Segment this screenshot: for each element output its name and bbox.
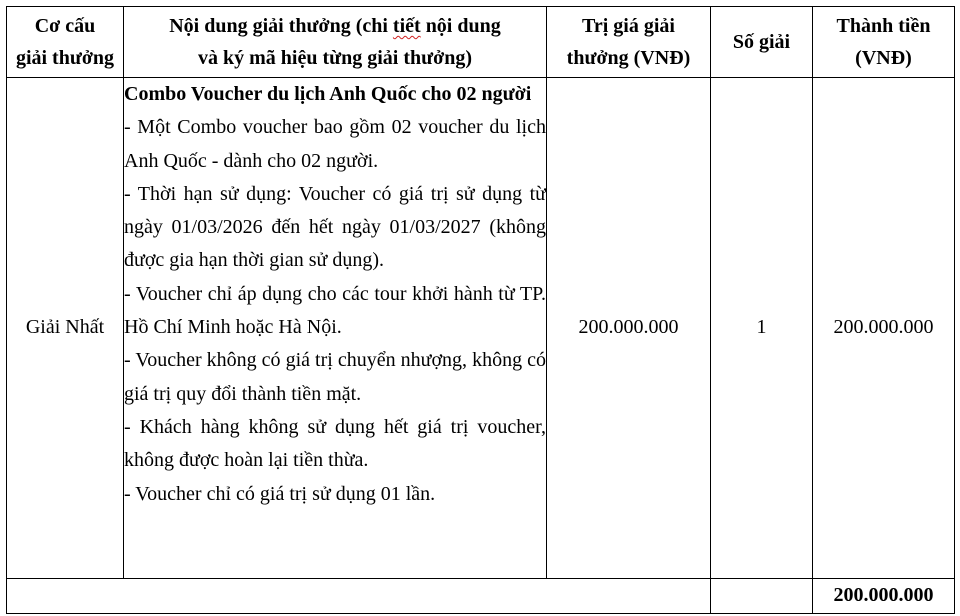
total-amount-cell: 200.000.000	[813, 579, 955, 614]
total-quantity-cell	[711, 579, 813, 614]
header-prize-content: Nội dung giải thưởng (chi tiết nội dung và ký mã hiệu từng giải thưởng)	[124, 7, 547, 78]
prize-value-cell: 200.000.000	[547, 78, 711, 579]
prize-title: Combo Voucher du lịch Anh Quốc cho 02 người	[124, 83, 532, 105]
prize-content-cell	[124, 78, 547, 579]
header-prize-tier: Cơ cấu giải thưởng	[7, 7, 124, 78]
prize-detail-line: - Một Combo voucher bao gồm 02 voucher du lịch Anh Quốc - dành cho 02 người.	[124, 116, 546, 172]
prize-detail-line: - Thời hạn sử dụng: Voucher có giá trị sử dụng từ ngày 01/03/2026 đến hết ngày 01/03/2027 (không được gia hạn thời gian sử dụng).	[124, 182, 546, 272]
prize-detail-line: - Khách hàng không sử dụng hết giá trị voucher, không được hoàn lại tiền thừa.	[124, 415, 546, 472]
header-amount: Thành tiền (VNĐ)	[813, 7, 955, 78]
header-prize-value: Trị giá giải thưởng (VNĐ)	[547, 7, 711, 78]
prize-structure-table	[6, 6, 955, 614]
table-row	[7, 78, 955, 579]
header-quantity: Số giải	[711, 7, 813, 78]
prize-detail-line: - Voucher chỉ áp dụng cho các tour khởi hành từ TP. Hồ Chí Minh hoặc Hà Nội.	[124, 282, 546, 339]
total-label-cell	[7, 579, 711, 614]
total-row	[7, 579, 955, 614]
table-header-row	[7, 7, 955, 78]
prize-detail-line: - Voucher chỉ có giá trị sử dụng 01 lần.	[124, 482, 436, 505]
quantity-cell: 1	[711, 78, 813, 579]
prize-tier-cell: Giải Nhất	[7, 78, 124, 579]
spellcheck-flagged-word: tiết	[392, 15, 421, 37]
amount-cell: 200.000.000	[813, 78, 955, 579]
prize-detail-line: - Voucher không có giá trị chuyển nhượng, không có giá trị quy đổi thành tiền mặt.	[124, 349, 546, 405]
